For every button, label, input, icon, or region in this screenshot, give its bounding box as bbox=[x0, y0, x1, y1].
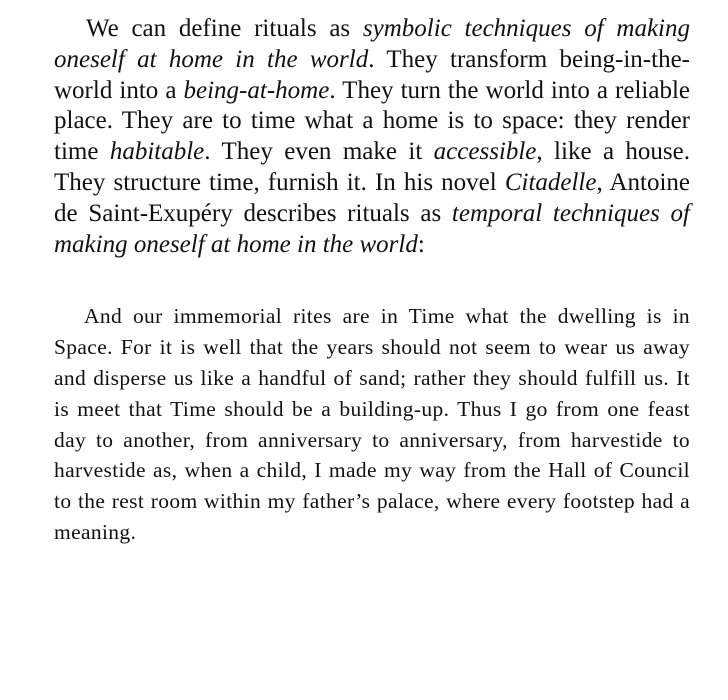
italic-text-segment: Citadelle bbox=[504, 168, 597, 196]
text-segment: We can define rituals as bbox=[86, 15, 363, 42]
italic-text-segment: temporal techniques of making oneself at home in the world bbox=[54, 199, 690, 258]
text-segment: . They turn the world into a reliable place. They are to time what a home is to space: they render time bbox=[54, 76, 690, 166]
italic-text-segment: symbolic techniques of making oneself at home in the world bbox=[54, 15, 690, 73]
text-segment: . They even make it bbox=[204, 138, 434, 166]
text-segment: , like a house. They structure time, furnish it. In his novel bbox=[54, 138, 691, 196]
quotation-paragraph bbox=[54, 301, 690, 547]
italic-text-segment: habitable bbox=[109, 138, 205, 166]
text-segment: . They transform being-in-the-world into a bbox=[54, 45, 690, 104]
document-page bbox=[54, 14, 690, 548]
text-segment: : bbox=[417, 230, 425, 258]
quotation-text: And our immemorial rites are in Time what the dwelling is in Space. For it is well that the years should not seem to wear us away and disperse us like a handful of sand; rather they should fulfill us. It is meet that Time should be a building-up. Thus I go from one feast day to another, from anniversary to anniversary, from harvestide to harvestide as, when a child, I made my way from the Hall of Council to the rest room within my father’s palace, where every footstep had a meaning. bbox=[54, 304, 690, 544]
italic-text-segment: accessible bbox=[433, 138, 537, 166]
body-paragraph bbox=[54, 14, 690, 260]
text-segment: , Antoine de Saint-Exupéry describes rituals as bbox=[54, 168, 690, 227]
italic-text-segment: being-at-home bbox=[183, 76, 330, 104]
